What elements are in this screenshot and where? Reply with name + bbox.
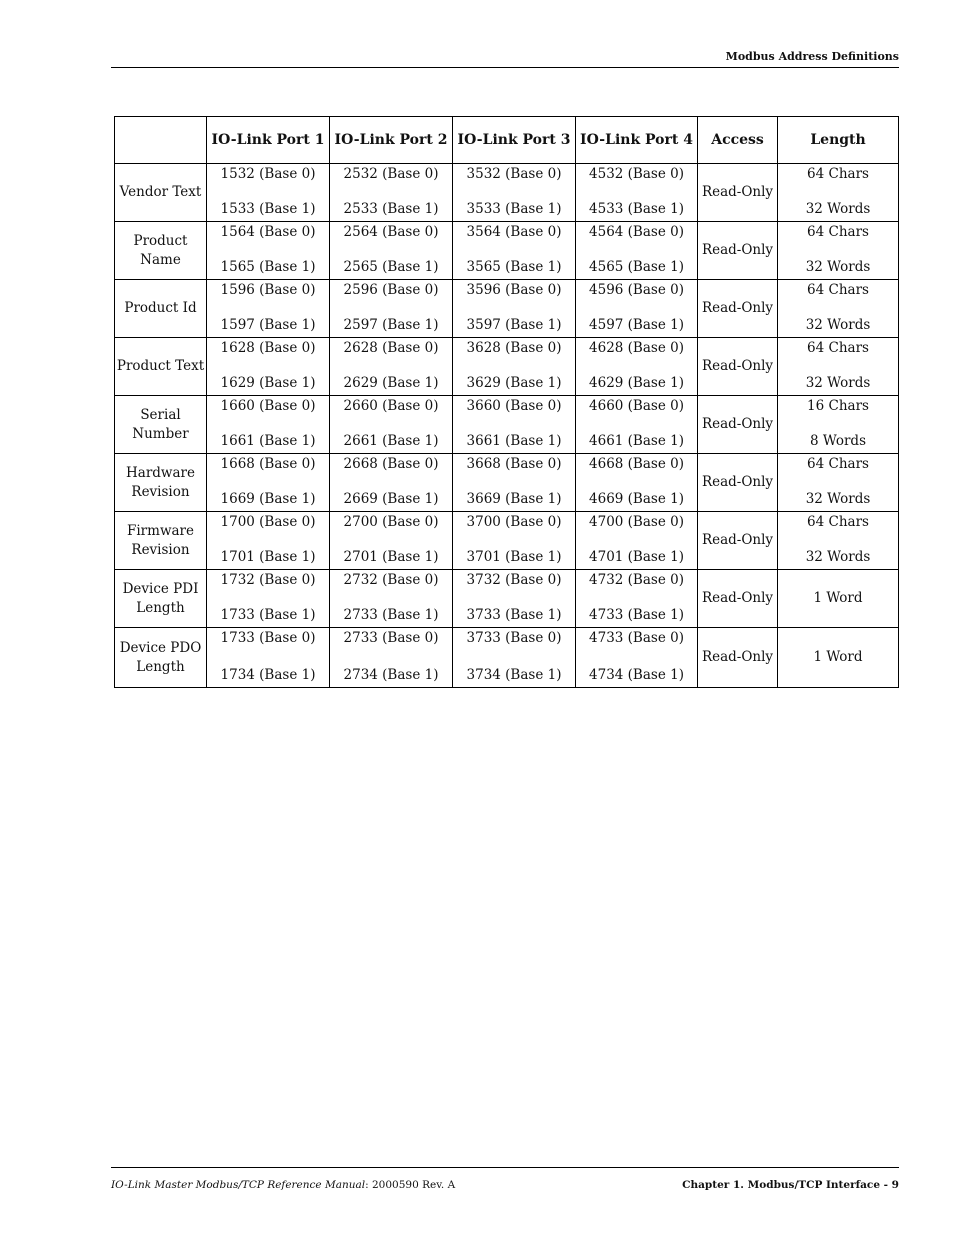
address-base1: 2733 (Base 1) <box>343 607 439 623</box>
address-cell <box>207 454 330 512</box>
address-base0: 3660 (Base 0) <box>466 398 562 414</box>
address-pair <box>207 396 329 453</box>
row-label-cell <box>115 280 207 338</box>
access-cell <box>698 512 778 570</box>
access-cell <box>698 628 778 688</box>
address-base0: 3700 (Base 0) <box>466 514 562 530</box>
address-cell <box>453 570 576 628</box>
address-base0: 2564 (Base 0) <box>343 224 439 240</box>
address-pair <box>207 628 329 687</box>
address-base0: 1660 (Base 0) <box>220 398 316 414</box>
address-cell <box>453 396 576 454</box>
header-title: Modbus Address Definitions <box>725 50 899 63</box>
address-pair <box>453 222 575 279</box>
address-pair <box>453 512 575 569</box>
address-base1: 3533 (Base 1) <box>466 201 562 217</box>
address-pair <box>330 164 452 221</box>
table-row <box>115 222 899 280</box>
modbus-address-table <box>114 116 899 688</box>
address-base1: 3661 (Base 1) <box>466 433 562 449</box>
length-cell <box>778 570 899 628</box>
column-header: IO-Link Port 1 <box>207 117 330 164</box>
address-base0: 4532 (Base 0) <box>589 166 684 182</box>
address-pair <box>453 280 575 337</box>
address-cell <box>330 628 453 688</box>
address-base0: 2733 (Base 0) <box>343 630 439 646</box>
address-pair <box>576 396 697 453</box>
address-base0: 4628 (Base 0) <box>589 340 684 356</box>
address-base0: 2596 (Base 0) <box>343 282 439 298</box>
address-base0: 1564 (Base 0) <box>220 224 316 240</box>
address-cell <box>207 338 330 396</box>
length-cell <box>778 512 899 570</box>
address-pair <box>207 570 329 627</box>
access-cell <box>698 338 778 396</box>
table-row <box>115 280 899 338</box>
address-base0: 2700 (Base 0) <box>343 514 439 530</box>
address-cell <box>207 280 330 338</box>
access-value: Read-Only <box>701 358 774 374</box>
address-pair <box>576 280 697 337</box>
address-base1: 1669 (Base 1) <box>220 491 316 507</box>
length-value: 1 Word <box>813 649 863 665</box>
address-pair <box>453 338 575 395</box>
address-base0: 2660 (Base 0) <box>343 398 439 414</box>
length-cell <box>778 280 899 338</box>
address-base1: 1597 (Base 1) <box>220 317 316 333</box>
address-base1: 3597 (Base 1) <box>466 317 562 333</box>
address-base1: 2597 (Base 1) <box>343 317 439 333</box>
length-words: 32 Words <box>805 259 871 275</box>
address-base1: 3733 (Base 1) <box>466 607 562 623</box>
address-cell <box>453 454 576 512</box>
address-base1: 4533 (Base 1) <box>589 201 684 217</box>
address-base1: 1701 (Base 1) <box>220 549 316 565</box>
address-base0: 1532 (Base 0) <box>220 166 316 182</box>
address-cell <box>330 570 453 628</box>
row-label-cell <box>115 570 207 628</box>
access-value: Read-Only <box>701 300 774 316</box>
address-cell <box>576 222 698 280</box>
address-base1: 1733 (Base 1) <box>220 607 316 623</box>
address-pair <box>453 570 575 627</box>
row-label-cell <box>115 628 207 688</box>
row-label: Product Name <box>133 232 188 268</box>
address-base1: 1533 (Base 1) <box>220 201 316 217</box>
column-header: Access <box>698 117 778 164</box>
access-value: Read-Only <box>701 649 774 665</box>
address-base1: 4597 (Base 1) <box>589 317 684 333</box>
row-label-cell <box>115 338 207 396</box>
address-cell <box>330 222 453 280</box>
length-chars: 16 Chars <box>807 398 869 414</box>
address-base0: 4660 (Base 0) <box>589 398 684 414</box>
address-cell <box>453 628 576 688</box>
address-cell <box>453 222 576 280</box>
length-pair <box>778 512 898 569</box>
address-base0: 1668 (Base 0) <box>220 456 316 472</box>
address-base0: 3532 (Base 0) <box>466 166 562 182</box>
address-base1: 4669 (Base 1) <box>589 491 684 507</box>
address-base0: 4733 (Base 0) <box>589 630 684 646</box>
access-cell <box>698 454 778 512</box>
address-base0: 3564 (Base 0) <box>466 224 562 240</box>
address-base0: 3668 (Base 0) <box>466 456 562 472</box>
address-pair <box>207 222 329 279</box>
access-cell <box>698 164 778 222</box>
table-row <box>115 512 899 570</box>
table-body <box>115 164 899 688</box>
address-base0: 2628 (Base 0) <box>343 340 439 356</box>
address-cell <box>453 164 576 222</box>
length-cell <box>778 222 899 280</box>
table-row <box>115 628 899 688</box>
column-header: IO-Link Port 3 <box>453 117 576 164</box>
address-pair <box>453 454 575 511</box>
address-base0: 4564 (Base 0) <box>589 224 684 240</box>
length-value: 1 Word <box>813 590 863 606</box>
document-number: : 2000590 Rev. A <box>365 1179 456 1191</box>
address-cell <box>207 570 330 628</box>
address-pair <box>576 164 697 221</box>
address-pair <box>576 628 697 687</box>
address-base1: 4629 (Base 1) <box>589 375 684 391</box>
address-base1: 4565 (Base 1) <box>589 259 684 275</box>
footer-document-reference <box>111 1179 455 1191</box>
address-pair <box>330 454 452 511</box>
access-value: Read-Only <box>701 590 774 606</box>
address-cell <box>576 396 698 454</box>
length-words: 32 Words <box>805 375 871 391</box>
address-pair <box>576 222 697 279</box>
access-value: Read-Only <box>701 532 774 548</box>
address-base1: 2661 (Base 1) <box>343 433 439 449</box>
length-cell <box>778 628 899 688</box>
row-label-cell <box>115 512 207 570</box>
table-row <box>115 454 899 512</box>
address-base1: 1565 (Base 1) <box>220 259 316 275</box>
address-base1: 4733 (Base 1) <box>589 607 684 623</box>
row-label-cell <box>115 222 207 280</box>
address-pair <box>207 280 329 337</box>
address-base1: 2629 (Base 1) <box>343 375 439 391</box>
address-cell <box>576 454 698 512</box>
access-cell <box>698 570 778 628</box>
address-cell <box>453 280 576 338</box>
length-pair <box>778 454 898 511</box>
address-cell <box>207 628 330 688</box>
address-pair <box>207 454 329 511</box>
length-chars: 64 Chars <box>807 224 869 240</box>
table-row <box>115 338 899 396</box>
length-chars: 64 Chars <box>807 340 869 356</box>
table-header-row <box>115 117 899 164</box>
address-cell <box>576 512 698 570</box>
length-cell <box>778 338 899 396</box>
row-label: Firmware Revision <box>127 522 194 558</box>
address-base0: 1733 (Base 0) <box>220 630 316 646</box>
address-cell <box>330 396 453 454</box>
address-base1: 1734 (Base 1) <box>220 667 316 683</box>
address-cell <box>576 280 698 338</box>
address-base1: 1629 (Base 1) <box>220 375 316 391</box>
row-label-cell <box>115 164 207 222</box>
length-words: 32 Words <box>805 317 871 333</box>
address-pair <box>576 454 697 511</box>
address-base1: 2734 (Base 1) <box>343 667 439 683</box>
address-pair <box>576 338 697 395</box>
address-cell <box>207 164 330 222</box>
address-base1: 2669 (Base 1) <box>343 491 439 507</box>
address-pair <box>207 512 329 569</box>
access-cell <box>698 396 778 454</box>
address-base0: 3732 (Base 0) <box>466 572 562 588</box>
address-base1: 3565 (Base 1) <box>466 259 562 275</box>
access-value: Read-Only <box>701 184 774 200</box>
address-pair <box>453 396 575 453</box>
length-cell <box>778 164 899 222</box>
address-pair <box>576 570 697 627</box>
table-row <box>115 396 899 454</box>
row-label: Product Text <box>116 358 205 374</box>
access-value: Read-Only <box>701 416 774 432</box>
address-cell <box>330 454 453 512</box>
address-pair <box>330 628 452 687</box>
length-chars: 64 Chars <box>807 282 869 298</box>
address-pair <box>330 222 452 279</box>
address-base1: 3701 (Base 1) <box>466 549 562 565</box>
address-cell <box>453 512 576 570</box>
access-cell <box>698 222 778 280</box>
address-cell <box>330 164 453 222</box>
address-base0: 4732 (Base 0) <box>589 572 684 588</box>
address-base0: 2668 (Base 0) <box>343 456 439 472</box>
address-pair <box>576 512 697 569</box>
address-base1: 3629 (Base 1) <box>466 375 562 391</box>
address-base1: 2701 (Base 1) <box>343 549 439 565</box>
length-chars: 64 Chars <box>807 166 869 182</box>
address-base0: 3596 (Base 0) <box>466 282 562 298</box>
length-words: 32 Words <box>805 201 871 217</box>
access-value: Read-Only <box>701 474 774 490</box>
address-cell <box>207 222 330 280</box>
manual-title: IO-Link Master Modbus/TCP Reference Manual <box>111 1179 366 1191</box>
address-cell <box>576 164 698 222</box>
row-label-cell <box>115 396 207 454</box>
address-base1: 3734 (Base 1) <box>466 667 562 683</box>
page-header <box>111 50 899 68</box>
address-cell <box>576 628 698 688</box>
address-base0: 2532 (Base 0) <box>343 166 439 182</box>
address-base0: 1596 (Base 0) <box>220 282 316 298</box>
address-base1: 2533 (Base 1) <box>343 201 439 217</box>
address-base0: 3628 (Base 0) <box>466 340 562 356</box>
address-base0: 4700 (Base 0) <box>589 514 684 530</box>
length-chars: 64 Chars <box>807 514 869 530</box>
length-words: 32 Words <box>805 491 871 507</box>
footer-chapter: Chapter 1. Modbus/TCP Interface - 9 <box>682 1179 899 1191</box>
page-footer <box>111 1167 899 1194</box>
address-cell <box>330 338 453 396</box>
address-base1: 2565 (Base 1) <box>343 259 439 275</box>
address-pair <box>330 570 452 627</box>
length-pair <box>778 338 898 395</box>
row-label-cell <box>115 454 207 512</box>
address-cell <box>576 338 698 396</box>
address-base0: 1700 (Base 0) <box>220 514 316 530</box>
row-label: Device PDI Length <box>122 580 199 616</box>
address-base0: 1628 (Base 0) <box>220 340 316 356</box>
address-base1: 1661 (Base 1) <box>220 433 316 449</box>
address-base0: 2732 (Base 0) <box>343 572 439 588</box>
table-row <box>115 164 899 222</box>
row-label: Product Id <box>124 300 197 316</box>
table-row <box>115 570 899 628</box>
length-cell <box>778 454 899 512</box>
address-cell <box>453 338 576 396</box>
address-base0: 4668 (Base 0) <box>589 456 684 472</box>
address-pair <box>453 164 575 221</box>
length-pair <box>778 222 898 279</box>
address-base1: 4661 (Base 1) <box>589 433 684 449</box>
access-value: Read-Only <box>701 242 774 258</box>
address-cell <box>330 512 453 570</box>
address-cell <box>207 396 330 454</box>
length-cell <box>778 396 899 454</box>
column-header: Length <box>778 117 899 164</box>
address-pair <box>330 396 452 453</box>
length-pair <box>778 164 898 221</box>
access-cell <box>698 280 778 338</box>
address-base0: 3733 (Base 0) <box>466 630 562 646</box>
address-base1: 3669 (Base 1) <box>466 491 562 507</box>
column-header: IO-Link Port 4 <box>576 117 698 164</box>
address-pair <box>330 338 452 395</box>
address-base1: 4734 (Base 1) <box>589 667 684 683</box>
address-cell <box>576 570 698 628</box>
length-words: 32 Words <box>805 549 871 565</box>
address-base1: 4701 (Base 1) <box>589 549 684 565</box>
column-header <box>115 117 207 164</box>
length-pair <box>778 396 898 453</box>
column-header: IO-Link Port 2 <box>330 117 453 164</box>
address-base0: 4596 (Base 0) <box>589 282 684 298</box>
row-label: Hardware Revision <box>126 464 195 500</box>
address-pair <box>330 280 452 337</box>
row-label: Vendor Text <box>119 184 202 200</box>
address-pair <box>453 628 575 687</box>
row-label: Serial Number <box>132 406 189 442</box>
address-pair <box>330 512 452 569</box>
address-cell <box>207 512 330 570</box>
address-cell <box>330 280 453 338</box>
length-words: 8 Words <box>810 433 866 449</box>
address-pair <box>207 164 329 221</box>
address-pair <box>207 338 329 395</box>
address-base0: 1732 (Base 0) <box>220 572 316 588</box>
length-pair <box>778 280 898 337</box>
length-chars: 64 Chars <box>807 456 869 472</box>
row-label: Device PDO Length <box>119 639 202 675</box>
